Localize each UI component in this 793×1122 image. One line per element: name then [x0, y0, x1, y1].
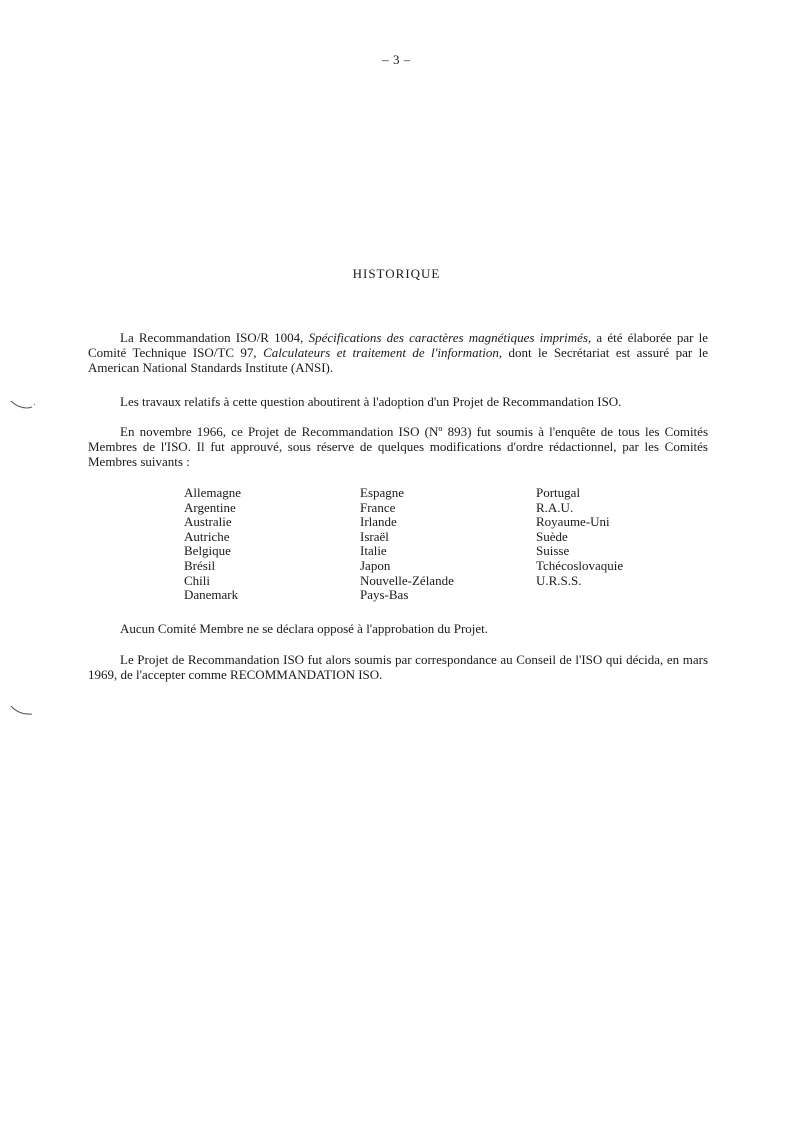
recommendation-title: Spécifications des caractères magnétiques imprimés, [308, 330, 592, 345]
paragraph-origin-part-1: La Recommandation ISO/R 1004, [120, 330, 309, 345]
list-item: Autriche [184, 528, 230, 544]
list-item: R.A.U. [536, 499, 574, 515]
list-item: Danemark [184, 587, 239, 603]
list-item: Allemagne [184, 485, 242, 500]
margin-mark [10, 704, 36, 716]
page-number: – 3 – [382, 52, 411, 67]
list-item: Suisse [536, 543, 570, 559]
paragraph-work-text: Les travaux relatifs à cette question aboutirent à l'adoption d'un Projet de Recommandation ISO. [120, 394, 622, 409]
paragraph-opposition [88, 621, 708, 636]
committee-title: Calculateurs et traitement de l'information, [263, 345, 503, 360]
list-item: Royaume-Uni [536, 514, 610, 530]
paragraph-origin-part-2: a été élaborée par le Comité Technique ISO/TC 97, [88, 330, 708, 360]
paragraph-acceptance [88, 652, 708, 682]
list-item: Belgique [184, 543, 231, 559]
paragraph-origin-part-3: dont le Secrétariat est assuré par le American National Standards Institute (ANSI). [88, 345, 708, 375]
list-item: France [360, 499, 396, 515]
list-item: U.R.S.S. [536, 572, 582, 588]
member-countries-list [184, 486, 664, 606]
page-title: HISTORIQUE [352, 266, 441, 281]
list-item: Israël [360, 528, 389, 544]
list-item: Australie [184, 514, 232, 530]
list-item: Portugal [536, 485, 581, 500]
member-column-2 [360, 486, 454, 603]
paragraph-enquiry [88, 424, 708, 469]
list-item: Espagne [360, 485, 405, 500]
list-item: Chili [184, 572, 211, 588]
paragraph-opposition-text: Aucun Comité Membre ne se déclara opposé à l'approbation du Projet. [120, 621, 489, 636]
margin-mark [10, 398, 36, 410]
list-item: Italie [360, 543, 387, 559]
paragraph-acceptance-text: Le Projet de Recommandation ISO fut alors soumis par correspondance au Conseil de l'ISO qui décida, en mars 1969, de l'accepter comme RECOMMANDATION ISO. [88, 652, 708, 682]
list-item: Argentine [184, 499, 236, 515]
list-item: Brésil [184, 557, 216, 573]
member-column-1 [184, 486, 241, 603]
list-item: Irlande [360, 514, 397, 530]
list-item: Pays-Bas [360, 587, 409, 603]
list-item: Tchécoslovaquie [536, 557, 624, 573]
list-item: Suède [536, 528, 568, 544]
paragraph-enquiry-text: En novembre 1966, ce Projet de Recommandation ISO (Nº 893) fut soumis à l'enquête de tous les Comités Membres de l'ISO. Il fut approuvé, sous réserve de quelques modifications d'ordre rédactionnel, par les Comités Membres suivants : [88, 424, 708, 469]
paragraph-work [88, 394, 708, 409]
list-item: Japon [360, 557, 391, 573]
list-item: Nouvelle-Zélande [360, 572, 454, 588]
member-column-3 [536, 486, 623, 588]
paragraph-origin [88, 330, 708, 375]
